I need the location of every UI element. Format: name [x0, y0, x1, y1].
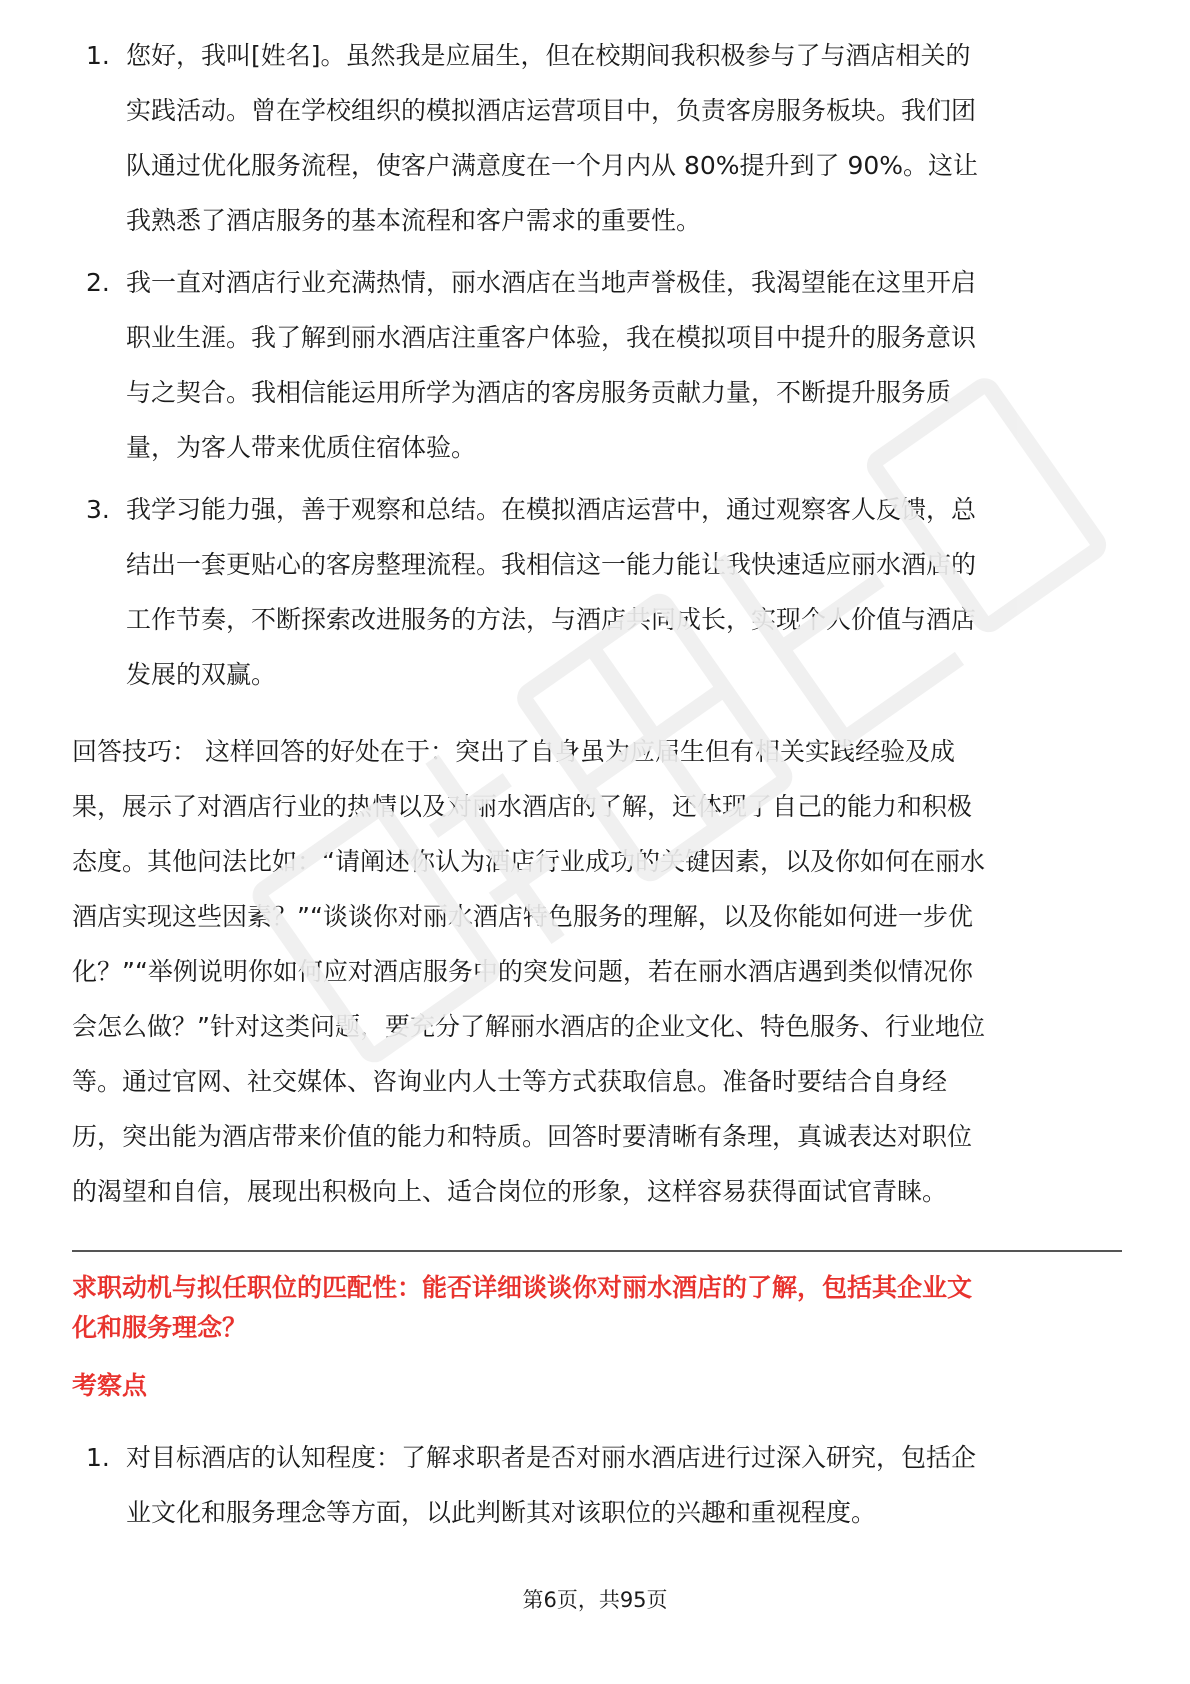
page-content	[72, 28, 1122, 1540]
assessment-heading: 考察点	[72, 1371, 148, 1400]
list-number: 2.	[86, 268, 110, 297]
answer-list	[72, 28, 1122, 702]
answer-line: 我熟悉了酒店服务的基本流程和客户需求的重要性。	[126, 206, 702, 235]
answer-item-3	[72, 482, 1122, 702]
tips-line: 酒店实现这些因素？”“谈谈你对丽水酒店特色服务的理解，以及你能如何进一步优	[72, 902, 973, 931]
question-heading	[72, 1268, 1122, 1348]
tips-line: 回答技巧： 这样回答的好处在于：突出了自身虽为应届生但有相关实践经验及成	[72, 737, 955, 766]
assessment-item-1	[72, 1430, 1122, 1540]
tips-line: 等。通过官网、社交媒体、咨询业内人士等方式获取信息。准备时要结合自身经	[72, 1067, 948, 1096]
section-divider	[72, 1250, 1122, 1252]
page-number-footer: 第6页，共95页	[522, 1588, 668, 1612]
tips-line: 历，突出能为酒店带来价值的能力和特质。回答时要清晰有条理，真诚表达对职位	[72, 1122, 973, 1151]
answer-line: 结出一套更贴心的客房整理流程。我相信这一能力能让我快速适应丽水酒店的	[126, 550, 977, 579]
answer-tips	[72, 724, 1122, 1219]
assessment-list	[72, 1430, 1122, 1540]
answer-line: 工作节奏，不断探索改进服务的方法，与酒店共同成长，实现个人价值与酒店	[126, 605, 977, 634]
answer-item-1	[72, 28, 1122, 248]
tips-line: 化？”“举例说明你如何应对酒店服务中的突发问题，若在丽水酒店遇到类似情况你	[72, 957, 973, 986]
assessment-line: 对目标酒店的认知程度：了解求职者是否对丽水酒店进行过深入研究，包括企	[126, 1443, 977, 1472]
answer-line: 发展的双赢。	[126, 660, 277, 689]
tips-line: 态度。其他问法比如：“请阐述你认为酒店行业成功的关键因素，以及你如何在丽水	[72, 847, 985, 876]
tips-line: 的渴望和自信，展现出积极向上、适合岗位的形象，这样容易获得面试官青睐。	[72, 1177, 948, 1206]
answer-line: 我学习能力强，善于观察和总结。在模拟酒店运营中，通过观察客人反馈，总	[126, 495, 977, 524]
answer-item-2	[72, 255, 1122, 475]
list-number: 1.	[86, 1443, 110, 1472]
answer-line: 实践活动。曾在学校组织的模拟酒店运营项目中，负责客房服务板块。我们团	[126, 96, 977, 125]
question-line: 求职动机与拟任职位的匹配性：能否详细谈谈你对丽水酒店的了解，包括其企业文	[72, 1273, 973, 1302]
assessment-line: 业文化和服务理念等方面，以此判断其对该职位的兴趣和重视程度。	[126, 1498, 877, 1527]
answer-line: 量，为客人带来优质住宿体验。	[126, 433, 477, 462]
list-number: 1.	[86, 41, 110, 70]
answer-line: 队通过优化服务流程，使客户满意度在一个月内从 80%提升到了 90%。这让	[126, 151, 979, 180]
tips-line: 果，展示了对酒店行业的热情以及对丽水酒店的了解，还体现了自己的能力和积极	[72, 792, 973, 821]
question-line: 化和服务理念？	[72, 1313, 248, 1342]
answer-line: 与之契合。我相信能运用所学为酒店的客房服务贡献力量，不断提升服务质	[126, 378, 952, 407]
answer-line: 您好，我叫[姓名]。虽然我是应届生，但在校期间我积极参与了与酒店相关的	[126, 41, 971, 70]
list-number: 3.	[86, 495, 110, 524]
tips-line: 会怎么做？”针对这类问题，要充分了解丽水酒店的企业文化、特色服务、行业地位	[72, 1012, 985, 1041]
answer-line: 我一直对酒店行业充满热情，丽水酒店在当地声誉极佳，我渴望能在这里开启	[126, 268, 977, 297]
answer-line: 职业生涯。我了解到丽水酒店注重客户体验，我在模拟项目中提升的服务意识	[126, 323, 977, 352]
